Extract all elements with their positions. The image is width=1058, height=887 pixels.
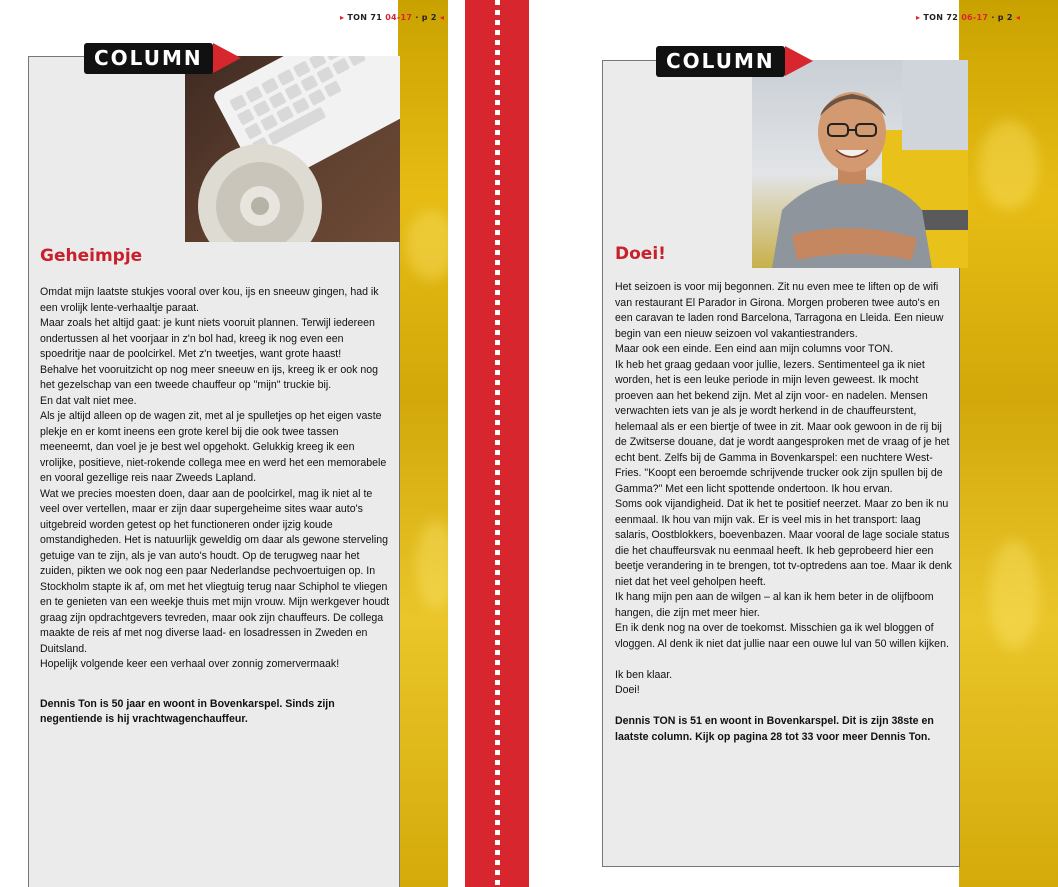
paragraph: Soms ook vijandigheid. Dat ik het te positief neerzet. Maar zo ben ik nu eenmaal. Ik hou van mijn vak. Er is veel mis in het transport: laag salaris, Oostblokkers, boevenbazen. Maar vooral de lage sociale status die het chauffeursvak nu eenmaal heeft. Ik heb geprobeerd hier een beetje verandering in te brengen, tot tv-optredens aan toe. Maar ik denk niet dat het veel geholpen heeft. <box>615 498 952 588</box>
left-article-title: Geheimpje <box>40 246 143 266</box>
paragraph: Maar ook een einde. Een eind aan mijn columns voor TON. <box>615 343 894 355</box>
yellow-highlight <box>989 540 1039 650</box>
paragraph: Maar zoals het altijd gaat: je kunt niets vooruit plannen. Terwijl iedereen ondertussen al het voorjaar in z'n bol had, kreeg ik nog even een spoedritje naar de poolcirkel. Met z'n tweetjes, want grote haast! <box>40 317 375 360</box>
paragraph: Ik hang mijn pen aan de wilgen – al kan ik hem beter in de olijfboom hangen, die zijn met meer hier. <box>615 591 934 619</box>
paragraph: Wat we precies moesten doen, daar aan de poolcirkel, mag ik niet al te veel over vertellen, maar er zijn daar supergeheime sites waar auto's uitgebreid worden getest op het functioneren onder ijzig koude omstandigheden. Het is natuurlijk geweldig om daar als gewone sterveling getuige van te zijn, als je van auto's houdt. Op de terugweg naar het zuiden, pikten we ook nog een paar Nederlandse pechvoertuigen op. In Stockholm stapte ik af, om met het vliegtuig terug naar Schiphol te vliegen en te genieten van een weekje thuis met mijn vrouw. Mijn werkgever houdt graag zijn opdrachtgevers tevreden, maar ook zijn chauffeurs. De collega maakte de reis af met nog diverse laad- en losadressen in Zweden en Duitsland. <box>40 487 390 655</box>
paragraph: En dat valt niet mee. <box>40 394 137 407</box>
paragraph: Omdat mijn laatste stukjes vooral over kou, ijs en sneeuw gingen, had ik een vrolijk lente-verhaaltje paraat. <box>40 286 379 314</box>
left-article-body <box>40 285 392 728</box>
right-article-body <box>615 280 955 745</box>
yellow-highlight <box>979 120 1039 210</box>
dotted-divider <box>495 0 500 887</box>
author-bio: Dennis TON is 51 en woont in Bovenkarspel. Dit is zijn 38ste en laatste column. Kijk op pagina 28 tot 33 voor meer Dennis Ton. <box>615 715 934 743</box>
paragraph: Het seizoen is voor mij begonnen. Zit nu even mee te liften op de wifi van restaurant El Parador in Girona. Morgen proberen twee auto's en een caravan te laden rond Barcelona, Tarragona en Lleida. Een nieuw begin van een nieuw seizoen vol vakantiestranders. <box>615 281 944 340</box>
right-column-tag: COLUMN <box>656 46 785 77</box>
left-column-tag: COLUMN <box>84 43 213 74</box>
paragraph: Ik heb het graag gedaan voor jullie, lezers. Sentimenteel ga ik niet worden, het is een leuke periode in mijn leven geweest. Ik mocht proeven aan het bekend zijn. Met al zijn voor- en nadelen. Mensen verwachten iets van je als je wordt herkend in de chauffeurstent, helemaal als er een biertje of twee in zit. Maar ook gewoon in de rij bij de Zwitserse douane, dat je wordt aangesproken met de vraag of je het echt bent. Zelfs bij de Gamma in Bovenkarspel: een nuchtere West-Fries. "Koopt een beroemde schrijvende trucker ook zijn spullen bij de Gamma?" Met een licht spottende ondertoon. Ik hou ervan. <box>615 358 950 495</box>
paragraph: Hopelijk volgende keer een verhaal over zonnig zomervermaak! <box>40 658 340 670</box>
paragraph: Behalve het vooruitzicht op nog meer sneeuw en ijs, kreeg ik er ook nog het gezelschap van een tweede chauffeur op "mijn" truckie bij. <box>40 363 379 391</box>
right-article-title: Doei! <box>615 244 666 264</box>
right-column-photo <box>752 60 968 268</box>
closing-line: Ik ben klaar. <box>615 668 673 681</box>
closing-line: Doei! <box>615 684 640 696</box>
right-header-ref: ▸ TON 72 06-17 · p 2 ◂ <box>916 13 1021 22</box>
paragraph: Als je altijd alleen op de wagen zit, met al je spulletjes op het eigen vaste plekje en er komt ineens een grote kerel bij die ook twee tassen meeneemt, dan voel je je best wel opgehokt. Gelukkig kreeg ik een vrolijke, positieve, niet-rokende collega mee en werd het een memorabele en vooral gezellige reis naar Zweeds Lapland. <box>40 410 387 484</box>
left-column-photo <box>185 56 400 242</box>
left-header-ref: ▸ TON 71 04-17 · p 2 ◂ <box>340 13 445 22</box>
right-yellow-strip <box>959 0 1058 887</box>
paragraph: En ik denk nog na over de toekomst. Misschien ga ik wel bloggen of vloggen. Al denk ik niet dat jullie naar een ouwe lul van 50 willen kijken. <box>615 622 949 650</box>
author-bio: Dennis Ton is 50 jaar en woont in Bovenkarspel. Sinds zijn negentiende is hij vrachtwagenchauffeur. <box>40 697 335 725</box>
